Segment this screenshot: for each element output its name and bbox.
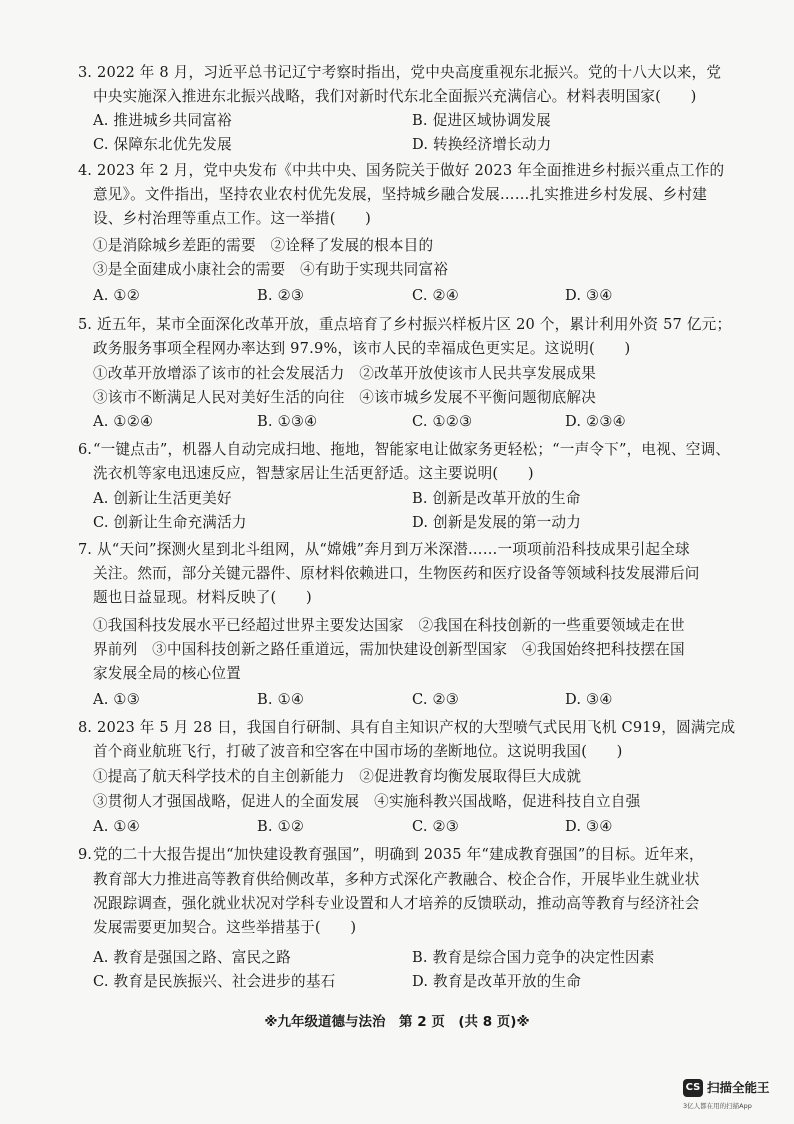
- scanner-watermark: [683, 1079, 793, 1119]
- statement-line: ③该市不断满足人民对美好生活的向往 ④该市城乡发展不平衡问题彻底解决: [93, 389, 596, 406]
- option-c: C. ①②③: [412, 413, 473, 430]
- option-c: C. 保障东北优先发展: [93, 136, 232, 153]
- question-text: 近五年，某市全面深化改革开放，重点培育了乡村振兴样板片区 20 个，累计利用外资 57 亿元；: [97, 316, 732, 333]
- cs-logo-icon: CS: [683, 1079, 703, 1097]
- question-number: 4.: [78, 162, 92, 179]
- watermark-tagline: 3亿人都在用的扫描App: [683, 1102, 752, 1110]
- option-b: B. ①②: [257, 818, 305, 835]
- option-d: D. 转换经济增长动力: [412, 136, 552, 153]
- option-a: A. 教育是强国之路、富民之路: [93, 949, 291, 966]
- page-footer: ※九年级道德与法治 第 2 页 (共 8 页)※: [264, 1014, 530, 1030]
- option-a: A. ①③: [93, 691, 140, 708]
- question-text: 2022 年 8 月，习近平总书记辽宁考察时指出，党中央高度重视东北振兴。党的十八大以来，党: [97, 64, 722, 81]
- question-text: 洗衣机等家电迅速反应，智慧家居让生活更舒适。这主要说明( ): [93, 465, 534, 482]
- question-text: 政务服务事项全程网办率达到 97.9%，该市人民的幸福成色更实足。这说明( ): [93, 340, 631, 357]
- watermark-name: 扫描全能王: [707, 1080, 770, 1095]
- question-number: 7.: [78, 541, 92, 558]
- option-c: C. ②③: [412, 691, 460, 708]
- option-b: B. 创新是改革开放的生命: [412, 490, 581, 507]
- question-text: 2023 年 5 月 28 日，我国自行研制、具有自主知识产权的大型喷气式民用飞机 C919，圆满完成: [97, 719, 736, 736]
- option-d: D. ②③④: [565, 413, 626, 430]
- option-a: A. 推进城乡共同富裕: [93, 112, 232, 129]
- option-a: A. ①④: [93, 818, 140, 835]
- question-number: 5.: [78, 316, 92, 333]
- question-number: 6.: [78, 441, 92, 458]
- question-number: 3.: [78, 64, 92, 81]
- statement-line: ①我国科技发展水平已经超过世界主要发达国家 ②我国在科技创新的一些重要领域走在世: [93, 617, 685, 634]
- question-text: 2023 年 2 月，党中央发布《中共中央、国务院关于做好 2023 年全面推进乡村振兴重点工作的: [97, 162, 725, 179]
- option-a: A. ①②④: [93, 413, 154, 430]
- question-text: 发展需要更加契合。这些举措基于( ): [93, 919, 357, 936]
- option-c: C. 教育是民族振兴、社会进步的基石: [93, 973, 336, 990]
- question-text: 题也日益显现。材料反映了( ): [93, 589, 312, 606]
- option-a: A. 创新让生活更美好: [93, 490, 232, 507]
- statement-line: ①提高了航天科学技术的自主创新能力 ②促进教育均衡发展取得巨大成就: [93, 768, 582, 785]
- option-c: C. ②④: [412, 287, 460, 304]
- option-b: B. 促进区域协调发展: [412, 112, 551, 129]
- statement-line: ③贯彻人才强国战略，促进人的全面发展 ④实施科教兴国战略，促进科技自立自强: [93, 793, 641, 810]
- option-a: A. ①②: [93, 287, 140, 304]
- statement-line: 家发展全局的核心位置: [93, 665, 241, 682]
- statement-line: ③是全面建成小康社会的需要 ④有助于实现共同富裕: [93, 261, 449, 278]
- option-d: D. 创新是发展的第一动力: [412, 514, 581, 531]
- option-d: D. ③④: [565, 691, 613, 708]
- option-c: C. 创新让生命充满活力: [93, 514, 247, 531]
- question-text: 教育部大力推进高等教育供给侧改革，多种方式深化产教融合、校企合作，开展毕业生就业状: [93, 871, 700, 888]
- question-text: 中央实施深入推进东北振兴战略，我们对新时代东北全面振兴充满信心。材料表明国家( ): [93, 88, 697, 105]
- statement-line: ①改革开放增添了该市的社会发展活力 ②改革开放使该市人民共享发展成果: [93, 365, 596, 382]
- option-d: D. ③④: [565, 287, 613, 304]
- question-text: 关注。然而，部分关键元器件、原材料依赖进口，生物医药和医疗设备等领域科技发展滞后问: [93, 565, 700, 582]
- option-c: C. ②③: [412, 818, 460, 835]
- question-text: 首个商业航班飞行，打破了波音和空客在中国市场的垄断地位。这说明我国( ): [93, 743, 623, 760]
- statement-line: 界前列 ③中国科技创新之路任重道远，需加快建设创新型国家 ④我国始终把科技摆在国: [93, 641, 685, 658]
- option-b: B. ②③: [257, 287, 305, 304]
- question-text: 设、乡村治理等重点工作。这一举措( ): [93, 210, 372, 227]
- option-b: B. ①③④: [257, 413, 318, 430]
- question-text: 党的二十大报告提出“加快建设教育强国”，明确到 2035 年“建成教育强国”的目标。近年来，: [93, 846, 704, 863]
- statement-line: ①是消除城乡差距的需要 ②诠释了发展的根本目的: [93, 237, 434, 254]
- question-text: 况跟踪调查，强化就业状况对学科专业设置和人才培养的反馈联动，推动高等教育与经济社会: [93, 895, 700, 912]
- question-text: “一键点击”，机器人自动完成扫地、拖地，智能家电让做家务更轻松；“一声令下”，电视、空调、: [93, 441, 731, 458]
- option-d: D. ③④: [565, 818, 613, 835]
- question-number: 9.: [78, 846, 92, 863]
- option-b: B. 教育是综合国力竞争的决定性因素: [412, 949, 655, 966]
- question-text: 从“天问”探测火星到北斗组网，从“嫦娥”奔月到万米深潜……一项项前沿科技成果引起全球: [97, 541, 690, 558]
- option-d: D. 教育是改革开放的生命: [412, 973, 581, 990]
- question-text: 意见》。文件指出，坚持农业农村优先发展，坚持城乡融合发展……扎实推进乡村发展、乡村建: [93, 186, 708, 203]
- option-b: B. ①④: [257, 691, 305, 708]
- question-number: 8.: [78, 719, 92, 736]
